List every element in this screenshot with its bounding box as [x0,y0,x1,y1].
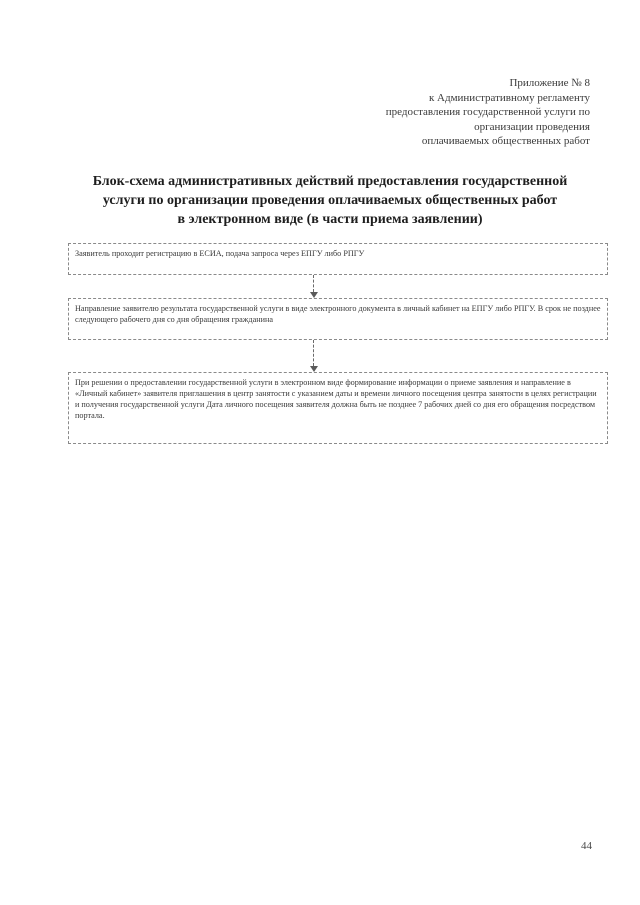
flow-arrow-down-icon [309,340,319,372]
title-line: в электронном виде (в части приема заявлении) [177,212,483,227]
appendix-line: предоставления государственной услуги по [385,106,590,118]
document-title [60,172,600,229]
flow-arrow-down-icon [309,275,319,298]
flow-step-invitation [68,372,608,444]
page-number: 44 [581,840,592,852]
appendix-header [290,76,590,149]
appendix-line: Приложение № 8 [509,77,590,89]
title-line: Блок-схема административных действий предоставления государственной [92,174,568,189]
flow-step-text: Заявитель проходит регистрацию в ЕСИА, подача запроса через ЕПГУ либо РПГУ [75,249,365,258]
title-line: услуги по организации проведения оплачиваемых общественных работ [102,193,558,208]
appendix-line: к Административному регламенту [428,91,590,104]
flow-step-registration [68,243,608,275]
flow-step-text: Направление заявителю результата государственной услуги в виде электронного документа в личный кабинет на ЕПГУ либо РПГУ. В срок не позднее следующего рабочего дня со дня обращения гражданина [75,304,601,324]
flow-step-text: При решении о предоставлении государственной услуги в электронном виде формирование информации о приеме заявления и направление в «Личный кабинет» заявителя приглашения в центр занятости с указанием даты и времени личного посещения центра занятости в целях регистрации и получения государственной услуги Дата личного посещения заявителя должна быть не позднее 7 рабочих дней со дня его обращения посредством портала. [75,378,597,420]
appendix-line: оплачиваемых общественных работ [421,135,590,147]
appendix-line: организации проведения [474,120,590,133]
flow-step-result-delivery [68,298,608,340]
